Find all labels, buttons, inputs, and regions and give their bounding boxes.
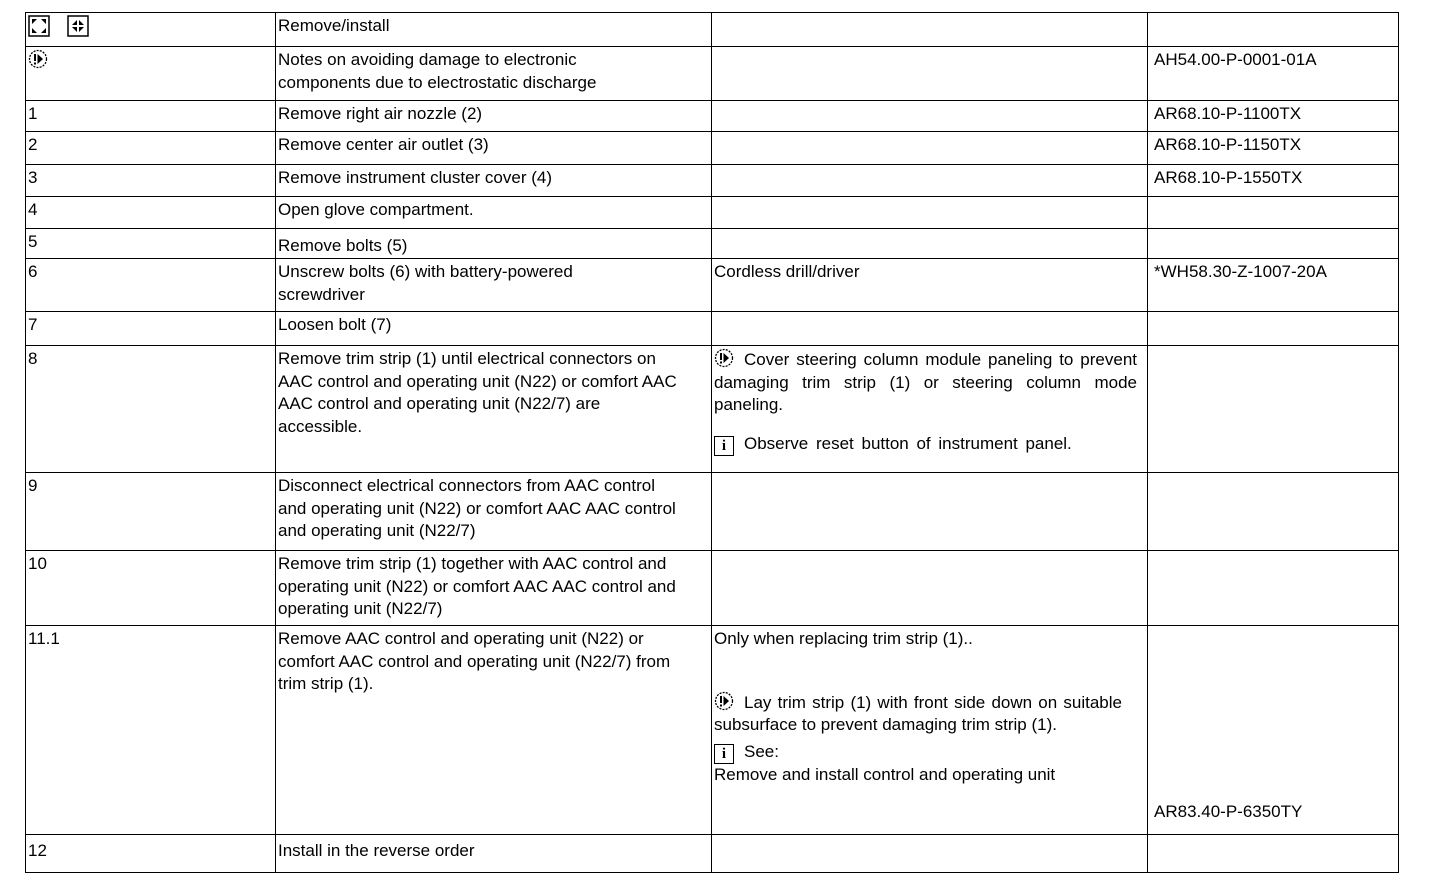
step-text: Remove right air nozzle (2)	[276, 101, 712, 132]
warning-icon	[28, 49, 48, 69]
reference-link[interactable]: AR68.10-P-1550TX	[1148, 165, 1399, 197]
expand-arrows-icon	[28, 15, 50, 37]
see-link[interactable]: Remove and install control and operating unit	[714, 764, 1056, 784]
info-note: i Observe reset button of instrument panel.	[714, 433, 1137, 456]
step-number: 4	[26, 197, 276, 229]
header-title: Remove/install	[276, 13, 712, 47]
step-number: 11.1	[26, 626, 276, 835]
step-text: Remove AAC control and operating unit (N22) or comfort AAC control and operating unit (N22/7) from trim strip (1).	[276, 626, 712, 835]
notes-row	[26, 47, 1399, 101]
warning-icon	[714, 348, 734, 368]
step-number: 10	[26, 551, 276, 626]
table-row	[26, 101, 1399, 132]
step-number: 6	[26, 259, 276, 312]
table-row	[26, 312, 1399, 346]
step-number: 7	[26, 312, 276, 346]
info-icon: i	[714, 436, 734, 456]
step-text: Install in the reverse order	[276, 835, 712, 873]
step-text: Remove instrument cluster cover (4)	[276, 165, 712, 197]
reference-link[interactable]: *WH58.30-Z-1007-20A	[1148, 259, 1399, 312]
step-number: 1	[26, 101, 276, 132]
reference-link[interactable]: AR68.10-P-1100TX	[1148, 101, 1399, 132]
table-row	[26, 551, 1399, 626]
info-note: i See:	[714, 741, 1122, 764]
reference-link[interactable]: AH54.00-P-0001-01A	[1148, 47, 1399, 101]
reference-link[interactable]: AR83.40-P-6350TY	[1154, 801, 1303, 821]
step-number: 8	[26, 346, 276, 473]
step-text: Unscrew bolts (6) with battery-powered screwdriver	[276, 259, 712, 312]
warning-note: Cover steering column module paneling to prevent damaging trim strip (1) or steering column mode paneling.	[714, 350, 1137, 414]
step-number: 5	[26, 229, 276, 259]
step-text: Remove trim strip (1) together with AAC control and operating unit (N22) or comfort AAC AAC control and operating unit (N22/7)	[276, 551, 712, 626]
notes-text: components due to electrostatic discharge	[278, 72, 597, 92]
info-icon: i	[714, 744, 734, 764]
step-number: 2	[26, 132, 276, 165]
step-text: Remove trim strip (1) until electrical connectors on AAC control and operating unit (N22) or comfort AAC AAC control and operating unit (N22/7) are accessible.	[276, 346, 712, 473]
header-icons	[26, 13, 276, 47]
step-text: Disconnect electrical connectors from AAC control and operating unit (N22) or comfort AAC AAC control and operating unit (N22/7)	[276, 473, 712, 551]
table-row	[26, 132, 1399, 165]
table-row	[26, 165, 1399, 197]
header-row	[26, 13, 1399, 47]
notes-text: Notes on avoiding damage to electronic	[278, 50, 577, 69]
compress-arrows-icon	[67, 15, 89, 37]
step-text: Remove center air outlet (3)	[276, 132, 712, 165]
step-text: Open glove compartment.	[276, 197, 712, 229]
step-number: 3	[26, 165, 276, 197]
step-text: Remove bolts (5)	[276, 229, 712, 259]
procedure-table	[25, 12, 1399, 873]
table-row	[26, 259, 1399, 312]
warning-note: Lay trim strip (1) with front side down on suitable subsurface to prevent damaging trim strip (1).	[714, 692, 1122, 734]
condition-text: Only when replacing trim strip (1)..	[714, 629, 973, 648]
table-row	[26, 626, 1399, 835]
table-row	[26, 229, 1399, 259]
step-number: 9	[26, 473, 276, 551]
step-number: 12	[26, 835, 276, 873]
table-row	[26, 473, 1399, 551]
table-row	[26, 197, 1399, 229]
step-text: Loosen bolt (7)	[276, 312, 712, 346]
warning-icon	[714, 691, 734, 711]
tool-name: Cordless drill/driver	[712, 259, 1148, 312]
table-row	[26, 346, 1399, 473]
reference-link[interactable]: AR68.10-P-1150TX	[1148, 132, 1399, 165]
table-row	[26, 835, 1399, 873]
